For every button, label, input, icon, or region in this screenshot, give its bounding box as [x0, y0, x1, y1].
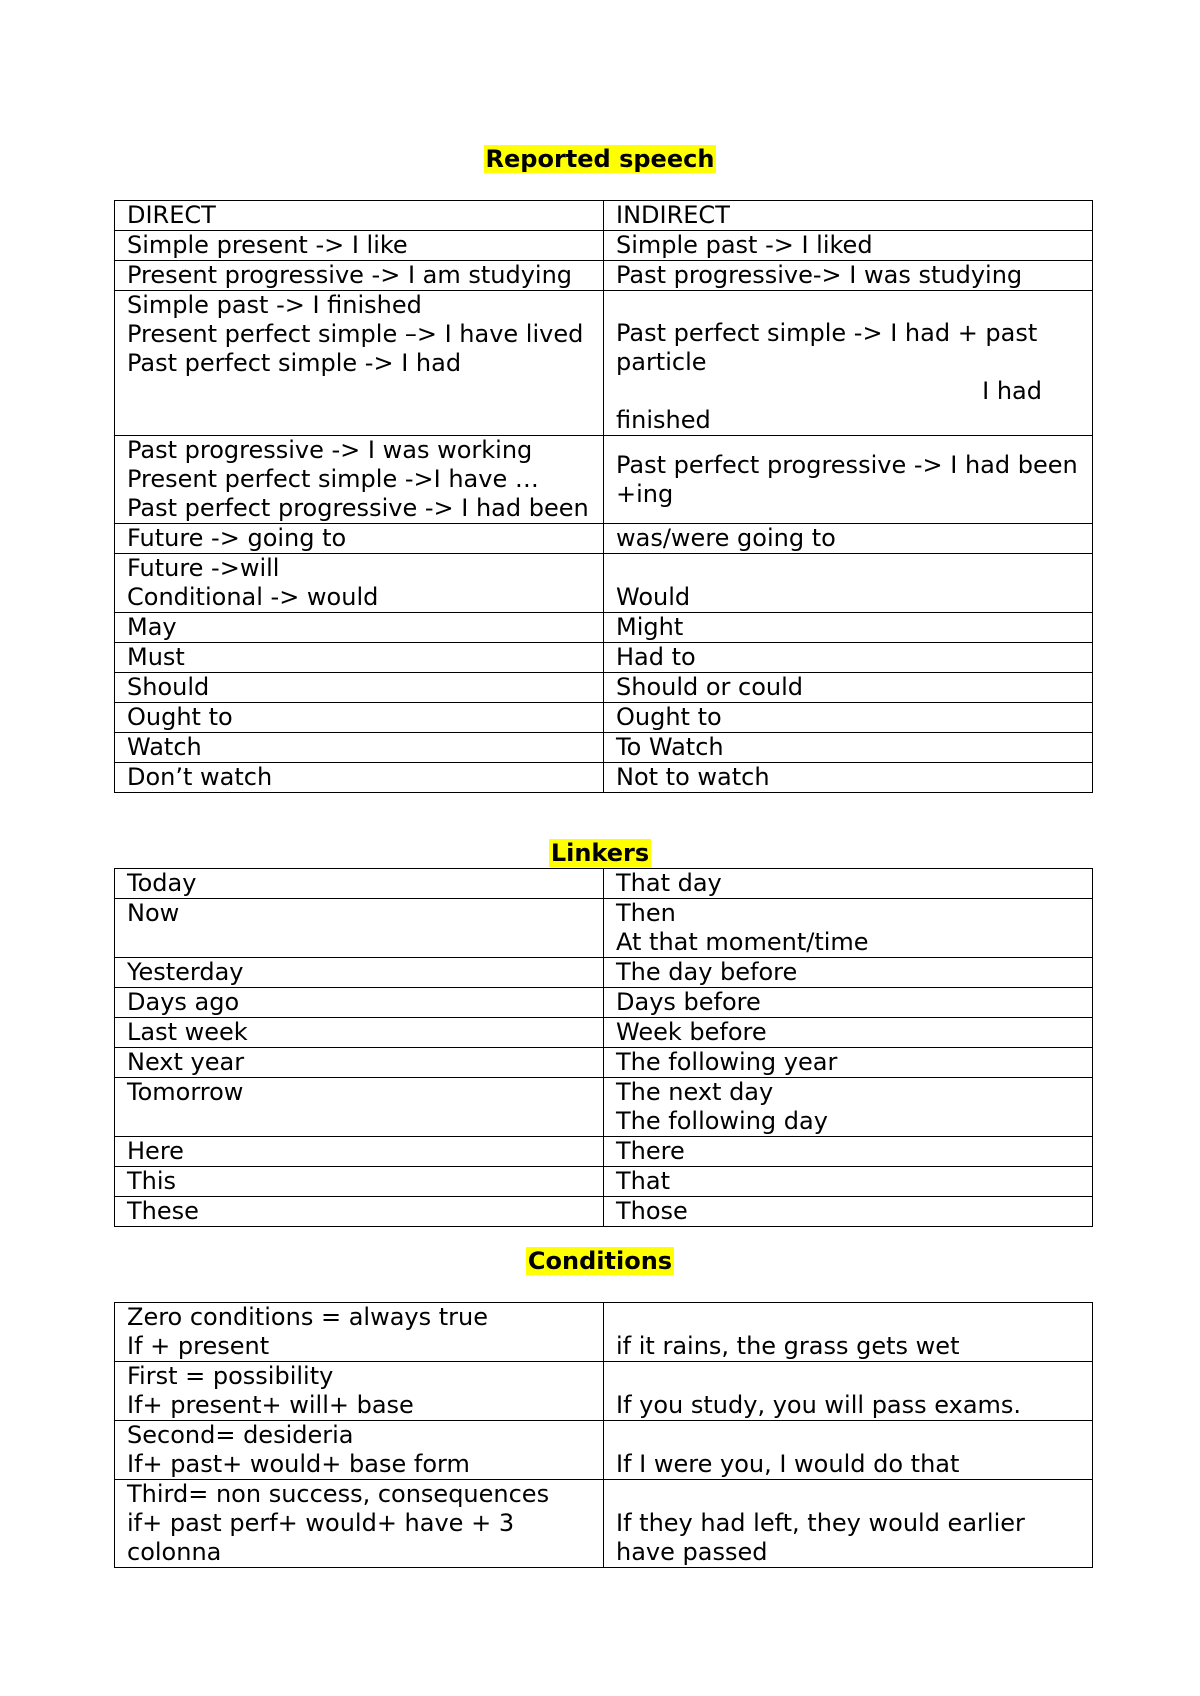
direct-cell	[115, 763, 604, 793]
cell-line: Past progressive-> I was studying	[616, 261, 1023, 289]
cell-line: Ought to	[127, 703, 233, 731]
table-row	[115, 673, 1093, 703]
table-row	[115, 643, 1093, 673]
table-row	[115, 1362, 1093, 1421]
table-row	[115, 554, 1093, 613]
direct-cell	[115, 231, 604, 261]
linker-direct-cell	[115, 988, 604, 1018]
indirect-cell	[604, 703, 1093, 733]
cell-line: These	[127, 1197, 199, 1225]
table-row	[115, 1018, 1093, 1048]
cell-line: Zero conditions = always true	[127, 1303, 488, 1331]
cell-line: If+ past+ would+ base form	[127, 1450, 470, 1478]
indirect-cell	[604, 673, 1093, 703]
linker-indirect-cell	[604, 988, 1093, 1018]
table-row	[115, 613, 1093, 643]
condition-rule-cell	[115, 1421, 604, 1480]
table-row	[115, 436, 1093, 524]
table-row	[115, 1078, 1093, 1137]
cell-line: The day before	[616, 958, 798, 986]
condition-rule-cell	[115, 1362, 604, 1421]
linker-direct-cell	[115, 1197, 604, 1227]
cell-line: Future ->will	[127, 554, 280, 582]
cell-line: If+ present+ will+ base	[127, 1391, 414, 1419]
cell-line: That	[616, 1167, 670, 1195]
condition-rule-cell	[115, 1480, 604, 1568]
cell-line: That day	[616, 869, 722, 897]
direct-cell	[115, 261, 604, 291]
cell-line: Not to watch	[616, 763, 770, 791]
condition-rule-cell	[115, 1303, 604, 1362]
cell-line: The following day	[616, 1107, 828, 1135]
table-row	[115, 1197, 1093, 1227]
cell-line: The next day	[616, 1078, 774, 1106]
indirect-cell	[604, 554, 1093, 613]
conditions-title: Conditions	[527, 1247, 673, 1275]
cell-line: Those	[616, 1197, 688, 1225]
table-row	[115, 1421, 1093, 1480]
cell-line: At that moment/time	[616, 928, 869, 956]
direct-cell	[115, 524, 604, 554]
direct-cell	[115, 673, 604, 703]
cell-line: May	[127, 613, 177, 641]
cell-line: Might	[616, 613, 684, 641]
linker-direct-cell	[115, 1167, 604, 1197]
cell-line: Conditional -> would	[127, 583, 379, 611]
cell-line: The following year	[616, 1048, 838, 1076]
cell-line: Now	[127, 899, 180, 927]
cell-line: If you study, you will pass exams.	[616, 1391, 1022, 1419]
cell-line: First = possibility	[127, 1362, 334, 1390]
indirect-cell	[604, 643, 1093, 673]
cell-line: Watch	[127, 733, 202, 761]
cell-line: Must	[127, 643, 185, 671]
table-row	[115, 703, 1093, 733]
cell-line: Simple present -> I like	[127, 231, 408, 259]
cell-line: Don’t watch	[127, 763, 273, 791]
cell-line: Should or could	[616, 673, 804, 701]
linker-indirect-cell	[604, 899, 1093, 958]
direct-cell	[115, 613, 604, 643]
linker-direct-cell	[115, 1078, 604, 1137]
cell-line: Days before	[616, 988, 761, 1016]
indirect-cell	[604, 524, 1093, 554]
table-row	[115, 869, 1093, 899]
cell-line: Second= desideria	[127, 1421, 354, 1449]
cell-line: was/were going to	[616, 524, 836, 552]
direct-cell	[115, 291, 604, 436]
reported-speech-title: Reported speech	[485, 145, 715, 173]
direct-cell	[115, 436, 604, 524]
cell-line: Week before	[616, 1018, 767, 1046]
indirect-cell	[604, 733, 1093, 763]
cell-line: Future -> going to	[127, 524, 347, 552]
linker-direct-cell	[115, 958, 604, 988]
table-row	[115, 988, 1093, 1018]
cell-line: Past perfect progressive -> I had been	[127, 494, 589, 522]
table-row	[115, 1167, 1093, 1197]
cell-line: Simple past -> I liked	[616, 231, 873, 259]
cell-line: There	[616, 1137, 685, 1165]
cell-line: Days ago	[127, 988, 240, 1016]
cell-line: Past perfect simple -> I had	[127, 349, 462, 377]
linker-indirect-cell	[604, 1197, 1093, 1227]
conditions-heading	[0, 1246, 1200, 1276]
cell-line: If I were you, I would do that	[616, 1450, 960, 1478]
cell-line: Present perfect simple ->I have …	[127, 465, 539, 493]
linker-indirect-cell	[604, 1018, 1093, 1048]
cell-line: Last week	[127, 1018, 248, 1046]
linker-direct-cell	[115, 899, 604, 958]
table-row	[115, 1480, 1093, 1568]
direct-cell	[115, 554, 604, 613]
reported-speech-table	[114, 200, 1093, 793]
conditions-table	[114, 1302, 1093, 1568]
cell-line: Simple past -> I finished	[127, 291, 422, 319]
cell-line: If they had left, they would earlier have passed	[616, 1509, 1033, 1566]
linker-indirect-cell	[604, 958, 1093, 988]
indirect-cell	[604, 231, 1093, 261]
cell-line: Yesterday	[127, 958, 244, 986]
table-row	[115, 763, 1093, 793]
table-row	[115, 899, 1093, 958]
cell-line: if it rains, the grass gets wet	[616, 1332, 960, 1360]
cell-line: Ought to	[616, 703, 722, 731]
cell-line: Then	[616, 899, 676, 927]
cell-line: Present perfect simple –> I have lived	[127, 320, 584, 348]
cell-line: To Watch	[616, 733, 724, 761]
indirect-cell	[604, 261, 1093, 291]
condition-example-cell	[604, 1421, 1093, 1480]
cell-line: Next year	[127, 1048, 245, 1076]
cell-line: Present progressive -> I am studying	[127, 261, 573, 289]
linker-indirect-cell	[604, 1078, 1093, 1137]
table-row	[115, 524, 1093, 554]
indirect-cell	[604, 436, 1093, 524]
table-header-row	[115, 201, 1093, 231]
table-row	[115, 733, 1093, 763]
condition-example-cell	[604, 1303, 1093, 1362]
linker-direct-cell	[115, 1048, 604, 1078]
cell-line: Would	[616, 583, 691, 611]
cell-line: Past progressive -> I was working	[127, 436, 533, 464]
cell-line: Today	[127, 869, 197, 897]
direct-cell	[115, 733, 604, 763]
cell-line: Here	[127, 1137, 184, 1165]
table-row	[115, 1137, 1093, 1167]
cell-line: Should	[127, 673, 210, 701]
cell-line: finished	[616, 406, 711, 434]
linker-indirect-cell	[604, 1048, 1093, 1078]
header-indirect: INDIRECT	[604, 201, 1093, 231]
linker-indirect-cell	[604, 1137, 1093, 1167]
indirect-cell	[604, 613, 1093, 643]
linker-indirect-cell	[604, 1167, 1093, 1197]
cell-line: If + present	[127, 1332, 270, 1360]
condition-example-cell	[604, 1480, 1093, 1568]
cell-line: Third= non success, consequences	[127, 1480, 550, 1508]
linkers-title: Linkers	[550, 839, 650, 867]
reported-speech-heading	[0, 144, 1200, 174]
linker-direct-cell	[115, 1018, 604, 1048]
cell-line: Past perfect simple -> I had + past particle	[616, 319, 1045, 376]
table-row	[115, 1303, 1093, 1362]
table-row	[115, 231, 1093, 261]
condition-example-cell	[604, 1362, 1093, 1421]
table-row	[115, 1048, 1093, 1078]
cell-line: Past perfect progressive -> I had been +ing	[616, 450, 1086, 508]
indirect-cell	[604, 763, 1093, 793]
direct-cell	[115, 703, 604, 733]
table-row	[115, 291, 1093, 436]
table-row	[115, 958, 1093, 988]
linker-indirect-cell	[604, 869, 1093, 899]
indirect-cell	[604, 291, 1093, 436]
table-row	[115, 261, 1093, 291]
cell-line: This	[127, 1167, 177, 1195]
cell-line: Had to	[616, 643, 696, 671]
direct-cell	[115, 643, 604, 673]
linker-direct-cell	[115, 1137, 604, 1167]
cell-line: I had	[982, 377, 1042, 405]
linkers-table	[114, 868, 1093, 1227]
linker-direct-cell	[115, 869, 604, 899]
cell-line: if+ past perf+ would+ have + 3 colonna	[127, 1509, 522, 1566]
linkers-heading	[0, 838, 1200, 868]
header-direct: DIRECT	[115, 201, 604, 231]
cell-line: Tomorrow	[127, 1078, 244, 1106]
